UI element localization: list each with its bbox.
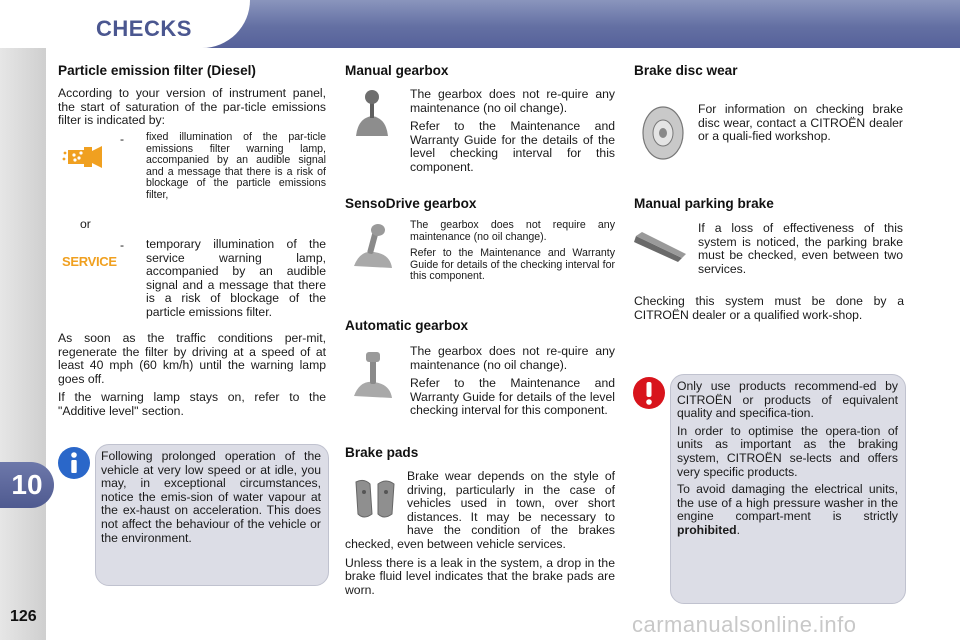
pef-paragraphs: [58, 332, 326, 424]
pef-intro-text: According to your version of instrument panel, the start of saturation of the par-ticle emissions filter is indicated by:: [58, 86, 326, 128]
parking-brake-p2: Checking this system must be done by a CITROËN dealer or a qualified work-shop.: [634, 294, 904, 322]
brake-pads-float-spacer: [345, 470, 407, 526]
manual-gearbox-p2: Refer to the Maintenance and Warranty Guide for the details of the level checking interval for this component.: [410, 119, 615, 174]
info-text: [101, 450, 321, 549]
brake-pads-p1: Brake wear depends on the style of driving, particularly in the case of vehicles used in town, over short distances. It may be necessary to have the condition of the brakes checked, even between vehicle services.: [345, 469, 615, 551]
chapter-number: 10: [0, 462, 54, 508]
manual-gearbox-p1: The gearbox does not re-quire any maintenance (no oil change).: [410, 87, 615, 115]
manual-gearbox-heading: Manual gearbox: [345, 63, 449, 78]
parking-brake-p1: If a loss of effectiveness of this system is noticed, the parking brake must be checked, even between two services.: [698, 221, 903, 276]
warning-icon: [632, 376, 666, 410]
pef-item1-text: fixed illumination of the par-ticle emissions filter warning lamp, accompanied by an audible signal and a message that there is a risk of blockage of the particle emissions filter,: [146, 131, 326, 201]
pef-item1: [146, 132, 326, 207]
brake-pads-text: [345, 470, 615, 602]
brake-disc-icon: [640, 104, 686, 162]
parking-brake-text: [698, 222, 903, 281]
manual-gearbox-text: [410, 88, 615, 180]
automatic-gearbox-p1: The gearbox does not re-quire any maintenance (no oil change).: [410, 344, 615, 372]
pef-para1: As soon as the traffic conditions per-mit, regenerate the filter by driving at a speed of at least 40 mph (60 km/h) until the warning lamp goes off.: [58, 331, 326, 386]
brake-disc-heading: Brake disc wear: [634, 63, 738, 78]
gear-lever-icon: [352, 88, 392, 140]
brake-disc-p1: For information on checking brake disc wear, contact a CITROËN dealer or a quali-fied workshop.: [698, 102, 903, 144]
sensodrive-p1: The gearbox does not require any maintenance (no oil change).: [410, 219, 615, 243]
automatic-lever-icon: [350, 348, 396, 400]
automatic-gearbox-text: [410, 345, 615, 423]
brake-pads-p2: Unless there is a leak in the system, a drop in the brake fluid level indicates that the brake pads are worn.: [345, 555, 615, 597]
automatic-gearbox-heading: Automatic gearbox: [345, 318, 469, 333]
warning-text: [677, 380, 898, 542]
sensodrive-heading: SensoDrive gearbox: [345, 196, 477, 211]
parking-brake-heading: Manual parking brake: [634, 196, 774, 211]
brake-pads-p1-wrap: [345, 470, 615, 552]
parking-brake-text2: [634, 295, 904, 327]
pef-or: or: [80, 217, 91, 231]
warning-p1: Only use products recommend-ed by CITROËN or products of equivalent quality and specifica-tion.: [677, 379, 898, 421]
sidebar: [0, 48, 46, 640]
item1-dash: -: [120, 132, 125, 146]
warning-p3-start: To avoid damaging the electrical units, the use of a high pressure washer in the engine compart-ment is strictly: [677, 482, 898, 524]
pef-para2: If the warning lamp stays on, refer to the "Additive level" section.: [58, 390, 326, 418]
info-icon: [57, 446, 91, 480]
sensodrive-text: [410, 220, 615, 288]
watermark: carmanualsonline.info: [632, 612, 857, 637]
pef-heading: Particle emission filter (Diesel): [58, 63, 256, 78]
particle-filter-icon: [62, 142, 108, 172]
sensodrive-p2: Refer to the Maintenance and Warranty Guide for details of the checking interval for this component.: [410, 247, 615, 283]
warning-p3: [677, 483, 898, 537]
automatic-gearbox-p2: Refer to the Maintenance and Warranty Guide for details of the level checking interval for this component.: [410, 376, 615, 418]
item2-dash: -: [120, 238, 125, 252]
warning-p2: In order to optimise the opera-tion of units as important as the braking system, CITROËN se-lects and offers very specific products.: [677, 423, 898, 479]
page-number: 126: [10, 608, 37, 625]
brake-pads-heading: Brake pads: [345, 445, 419, 460]
info-paragraph: Following prolonged operation of the vehicle at very low speed or at idle, you may, in exceptional circumstances, notice the emis-sion of water vapour at the ex-haust on acceleration. This does not affect the behaviour of the vehicle or the environment.: [101, 449, 321, 545]
warning-p3-bold: prohibited: [677, 522, 737, 537]
page-title: CHECKS: [96, 16, 192, 41]
service-warning-icon: SERVICE: [62, 254, 117, 269]
pef-item2-text: temporary illumination of the service warning lamp, accompanied by an audible signal and a message that there is a risk of blockage of the particle emissions filter.: [146, 237, 326, 319]
parking-brake-icon: [634, 228, 690, 264]
pef-intro: [58, 87, 326, 133]
warning-p3-end: .: [736, 522, 740, 537]
sensodrive-lever-icon: [350, 222, 396, 272]
pef-item2: [146, 238, 326, 325]
brake-disc-text: [698, 103, 903, 149]
